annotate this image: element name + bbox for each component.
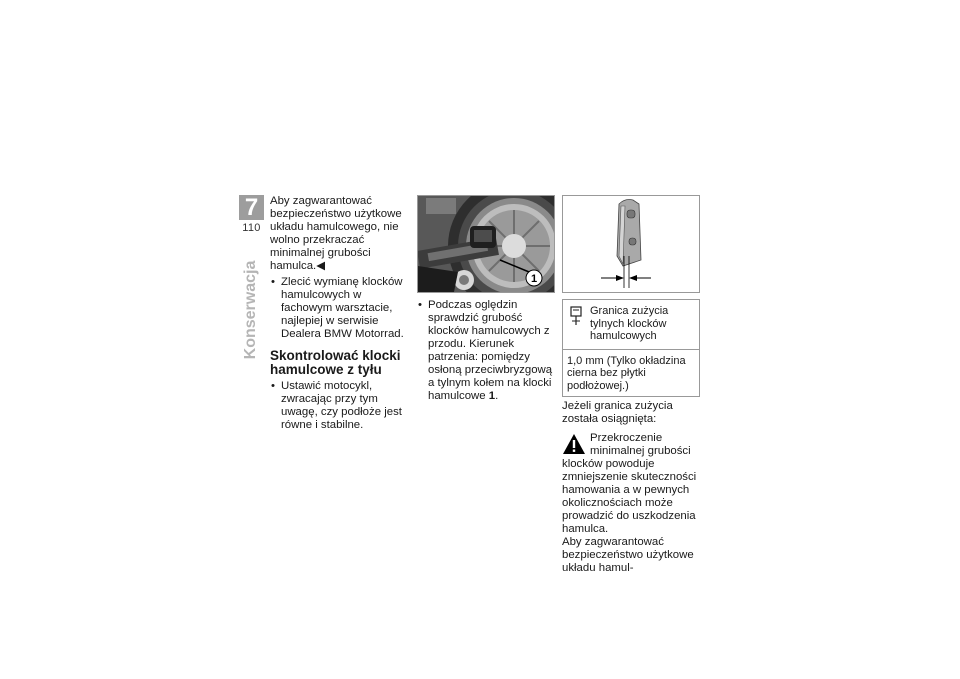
warning-triangle-icon xyxy=(562,433,586,455)
column-3 xyxy=(562,195,700,575)
column-1 xyxy=(270,195,406,432)
ref-number: 1 xyxy=(488,390,496,402)
continued-text: Aby zagwarantować bezpieczeństwo użytkowe układu hamul- xyxy=(562,536,694,574)
page-number: 110 xyxy=(242,222,261,234)
spec-header xyxy=(563,300,699,350)
ref-suffix: . xyxy=(495,390,499,402)
intro-paragraph xyxy=(270,195,406,273)
spec-table xyxy=(562,299,700,397)
section-label-text: Konserwacja xyxy=(242,260,259,360)
intro-text: Aby zagwarantować bezpieczeństwo użytkowe układu hamulcowego, nie wolno przekraczać minimalnej grubości hamulca. xyxy=(270,195,402,272)
callout-label: 1 xyxy=(530,273,538,285)
limit-reached-text: Jeżeli granica zużycia została osiągnięta: xyxy=(562,400,673,425)
rear-wheel-image xyxy=(418,196,554,292)
bullet-replace-pads: • Zlecić wymianę klocków hamulcowych w fachowym warsztacie, najlepiej w serwisie Dealera BMW Motorrad. xyxy=(270,276,406,341)
spec-value: 1,0 mm (Tylko okładzina cierna bez płytki podłożowej.) xyxy=(567,354,686,392)
end-mark-icon: ◀ xyxy=(316,260,325,272)
chapter-number: 7 xyxy=(239,195,264,220)
brake-pad-diagram xyxy=(563,196,699,292)
bullet-position-motorcycle: • Ustawić motocykl, zwracając przy tym uwagę, czy podłoże jest równe i stabilne. xyxy=(270,380,406,432)
column-2 xyxy=(417,195,555,403)
warning-block xyxy=(562,432,700,536)
brake-pad-icon xyxy=(569,306,583,326)
section-heading: Skontrolować klocki hamulcowe z tyłu xyxy=(270,348,401,377)
warning-text: Przekroczenie minimalnej grubości klocków powoduje zmniejszenie skuteczności hamowania a w pewnych okolicznościach może prowadzić do uszkodzenia hamulca. xyxy=(562,432,697,535)
chapter-tab xyxy=(239,195,264,240)
inspect-text: Podczas oględzin sprawdzić grubość klocków hamulcowych z przodu. Kierunek patrzenia: pomiędzy osłoną przeciwbryzgową a tylnym kołem na klocki hamulcowe xyxy=(428,299,553,402)
brake-pad-illustration xyxy=(562,195,700,293)
spec-title: Granica zużycia tylnych klocków hamulcowych xyxy=(590,305,669,342)
rear-brake-photo xyxy=(417,195,555,293)
bullet-inspect-pads xyxy=(417,299,555,403)
